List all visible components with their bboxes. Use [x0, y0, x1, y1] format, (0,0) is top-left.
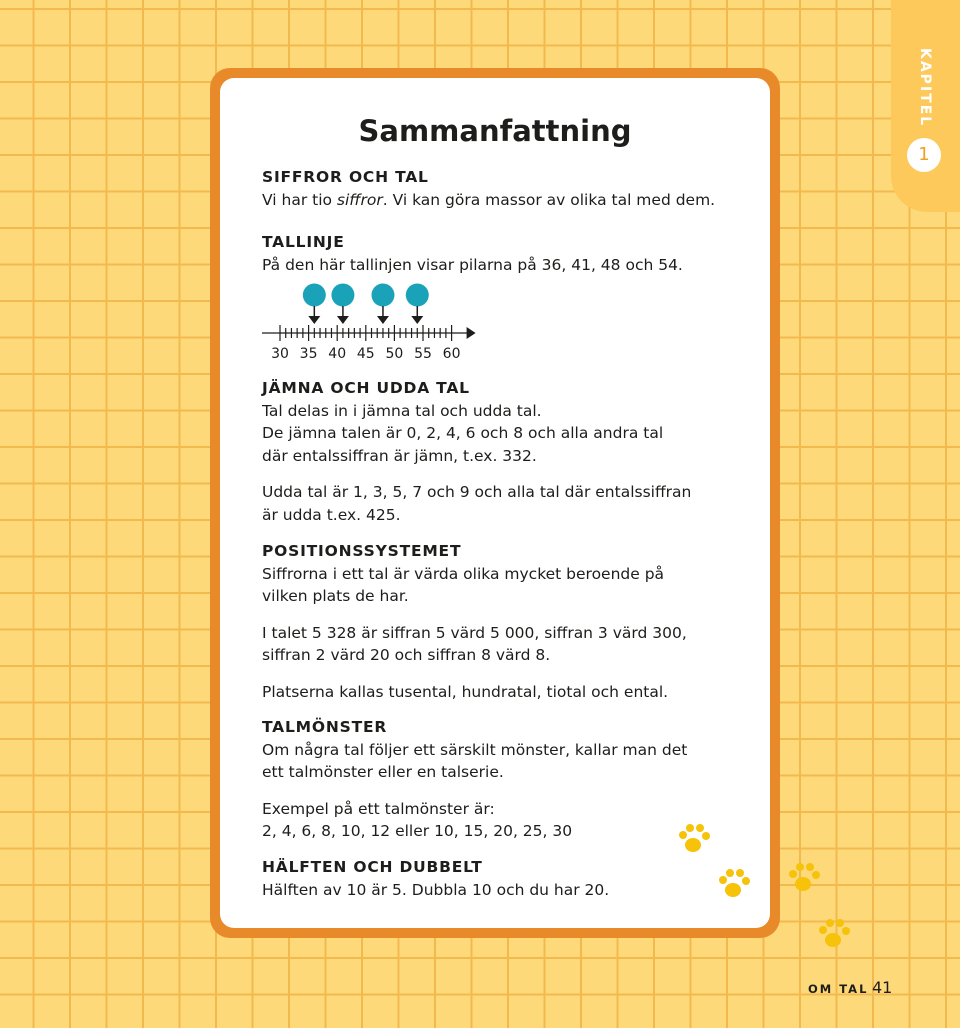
chapter-label: KAPITEL — [917, 48, 933, 128]
number-line-label: 60 — [442, 346, 461, 362]
paw-icon — [818, 918, 850, 952]
section-text: 2, 4, 6, 8, 10, 12 eller 10, 15, 20, 25, 30 — [262, 822, 573, 840]
section-text: Exempel på ett talmönster är: — [262, 799, 495, 818]
section-tallinje — [262, 231, 750, 276]
section-siffror — [262, 166, 750, 211]
arrow-marker-circle — [371, 284, 394, 307]
page-number: 41 — [872, 978, 893, 997]
section-text: siffran 2 värd 20 och siffran 8 värd 8. — [262, 646, 551, 664]
section-text: De jämna talen är 0, 2, 4, 6 och 8 och alla andra tal — [262, 424, 664, 442]
paw-icon — [788, 862, 820, 896]
section-text: är udda t.ex. 425. — [262, 505, 401, 524]
section-text: På den här tallinjen visar pilarna på 36, 41, 48 och 54. — [262, 255, 683, 274]
paw-icon — [678, 823, 710, 857]
section-text: ett talmönster eller en talserie. — [262, 763, 504, 781]
number-line-label: 45 — [356, 346, 375, 362]
number-line-label: 30 — [271, 346, 289, 362]
arrow-marker-circle — [331, 284, 354, 307]
summary-card — [210, 68, 780, 938]
section-halften-dubbelt — [262, 856, 750, 901]
section-text: Platserna kallas tusental, hundratal, tiotal och ental. — [262, 682, 669, 701]
number-line — [262, 283, 662, 363]
section-heading: HÄLFTEN OCH DUBBELT — [262, 858, 483, 876]
section-heading: JÄMNA OCH UDDA TAL — [262, 379, 470, 397]
number-line-label: 40 — [328, 346, 347, 362]
section-text: Siffrorna i ett tal är värda olika mycket beroende på — [262, 564, 665, 583]
arrow-marker-head — [308, 316, 320, 324]
text-part: . Vi kan göra massor av olika tal med dem. — [382, 190, 716, 209]
footer-label: OM TAL — [808, 982, 869, 996]
section-text: där entalssiffran är jämn, t.ex. 332. — [262, 446, 537, 465]
arrow-marker-head — [411, 316, 423, 324]
section-text: Hälften av 10 är 5. Dubbla 10 och du har 20. — [262, 880, 610, 899]
section-heading: POSITIONSSYSTEMET — [262, 542, 462, 560]
section-text — [262, 189, 750, 212]
section-text: Om några tal följer ett särskilt mönster, kallar man det — [262, 740, 688, 759]
section-heading: SIFFROR OCH TAL — [262, 168, 429, 186]
section-text: Tal delas in i jämna tal och udda tal. — [262, 401, 542, 420]
number-line-label: 50 — [385, 346, 404, 362]
section-heading: TALMÖNSTER — [262, 718, 388, 736]
arrow-marker-circle — [303, 284, 326, 307]
number-line-arrowhead — [467, 327, 476, 339]
section-text: I talet 5 328 är siffran 5 värd 5 000, siffran 3 värd 300, — [262, 623, 687, 642]
summary-card-inner — [220, 78, 770, 928]
chapter-number: 1 — [907, 138, 941, 172]
section-heading: TALLINJE — [262, 233, 345, 251]
number-line-label: 35 — [299, 346, 318, 362]
section-text: Udda tal är 1, 3, 5, 7 och 9 och alla tal där entalssiffran — [262, 483, 692, 501]
number-line-label: 55 — [414, 346, 432, 362]
paw-icon — [718, 868, 750, 902]
section-positionssystemet — [262, 540, 750, 703]
text-part: Vi har tio — [262, 190, 337, 209]
arrow-marker-circle — [406, 284, 429, 307]
text-emphasis: siffror — [336, 190, 383, 209]
arrow-marker-head — [337, 316, 349, 324]
section-jamna-udda — [262, 377, 750, 526]
section-talmonster — [262, 716, 750, 843]
arrow-marker-head — [377, 316, 389, 324]
section-text: vilken plats de har. — [262, 587, 409, 605]
page-title: Sammanfattning — [358, 114, 632, 148]
